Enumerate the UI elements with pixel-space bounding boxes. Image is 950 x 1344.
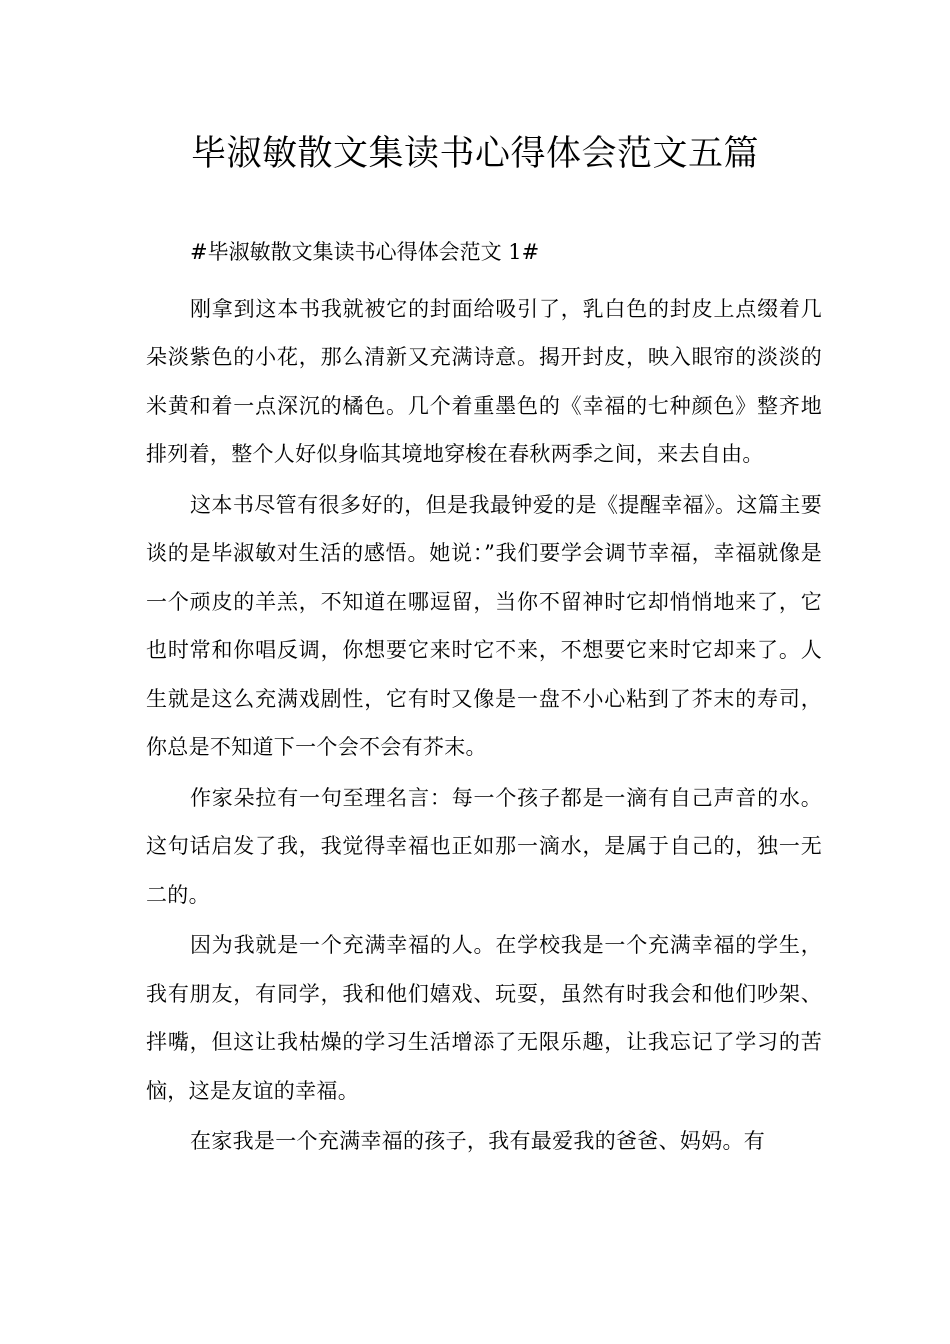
paragraph-1: 刚拿到这本书我就被它的封面给吸引了，乳白色的封皮上点缀着几朵淡紫色的小花，那么清新又充满诗意。揭开封皮，映入眼帘的淡淡的米黄和着一点深沉的橘色。几个着重墨色的《幸福的七种颜色》整齐地排列着，整个人好似身临其境地穿梭在春秋两季之间，来去自由。: [146, 296, 822, 466]
paragraph-4: 因为我就是一个充满幸福的人。在学校我是一个充满幸福的学生，我有朋友，有同学，我和他们嬉戏、玩耍，虽然有时我会和他们吵架、拌嘴，但这让我枯燥的学习生活增添了无限乐趣，让我忘记了学习的苦恼，这是友谊的幸福。: [146, 933, 822, 1103]
paragraph-2: 这本书尽管有很多好的，但是我最钟爱的是《提醒幸福》。这篇主要谈的是毕淑敏对生活的感悟。她说：”我们要学会调节幸福，幸福就像是一个顽皮的羊羔，不知道在哪逗留，当你不留神时它却悄悄地来了，它也时常和你唱反调，你想要它来时它不来，不想要它来时它却来了。人生就是这么充满戏剧性，它有时又像是一盘不小心粘到了芥末的寿司，你总是不知道下一个会不会有芥末。: [146, 492, 822, 759]
paragraph-3: 作家朵拉有一句至理名言：每一个孩子都是一滴有自己声音的水。这句话启发了我，我觉得幸福也正如那一滴水，是属于自己的，独一无二的。: [146, 785, 822, 907]
document-body: [146, 228, 822, 1166]
section-heading: #毕淑敏散文集读书心得体会范文 1#: [190, 240, 540, 264]
document-title: 毕淑敏散文集读书心得体会范文五篇: [190, 134, 759, 174]
paragraph-5: 在家我是一个充满幸福的孩子，我有最爱我的爸爸、妈妈。有: [190, 1129, 766, 1153]
